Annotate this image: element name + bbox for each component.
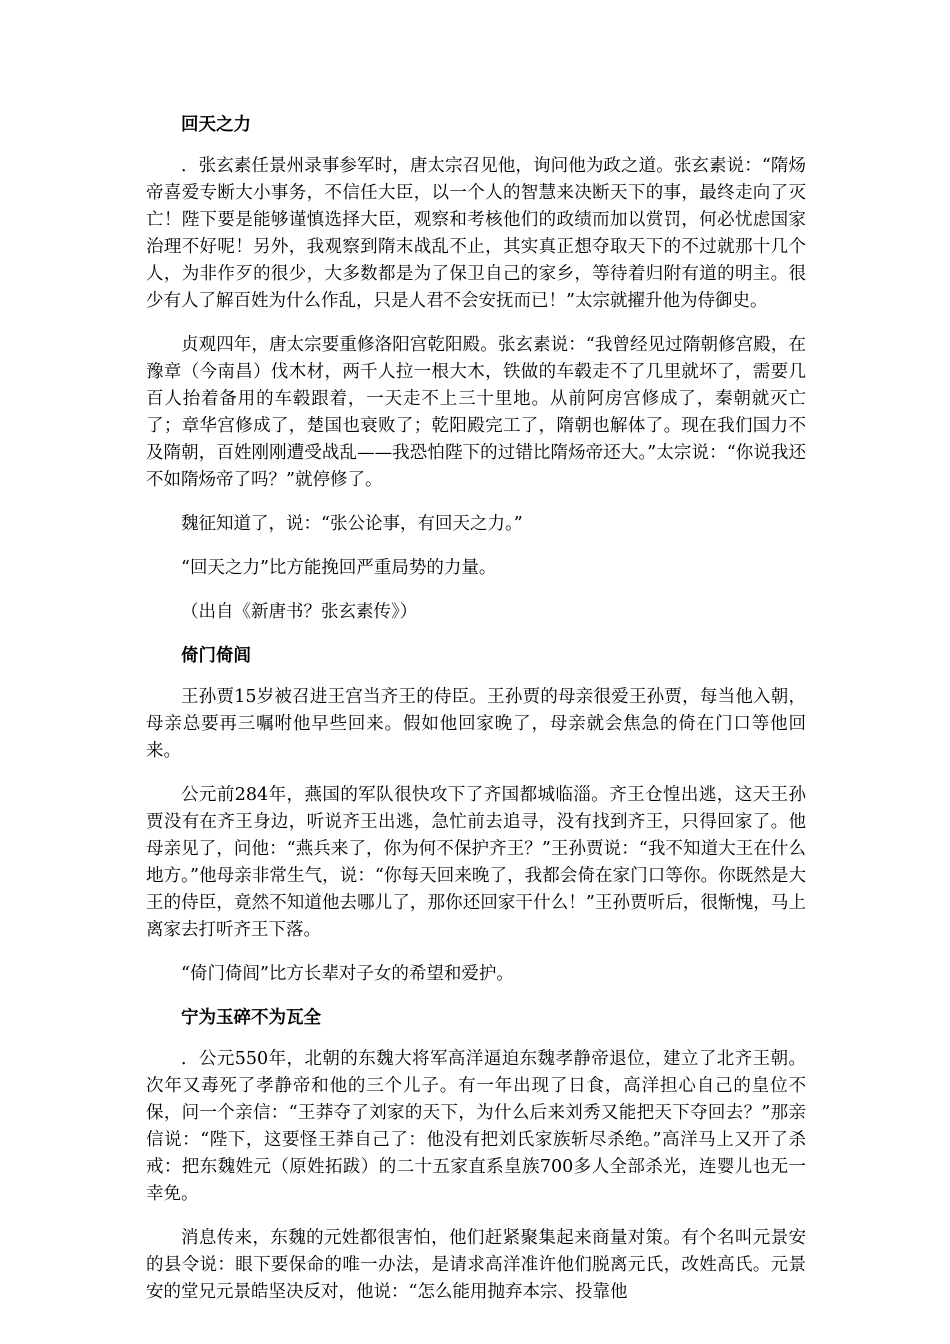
section-yi-men-yi-lv — [146, 643, 806, 988]
paragraph: “回天之力”比方能挽回严重局势的力量。 — [181, 558, 497, 578]
section-hui-tian-zhi-li — [146, 112, 806, 626]
source-citation: （出自《新唐书？张玄素传》） — [181, 602, 418, 622]
section-title: 宁为玉碎不为瓦全 — [181, 1008, 321, 1028]
section-title: 倚门倚闾 — [181, 646, 251, 666]
paragraph: “倚门倚闾”比方长辈对子女的希望和爱护。 — [181, 964, 514, 984]
paragraph: 魏征知道了，说：“张公论事，有回天之力。” — [181, 514, 523, 534]
section-title: 回天之力 — [181, 115, 251, 135]
paragraph: 公元前284年，燕国的军队很快攻下了齐国都城临淄。齐王仓惶出逃，这天王孙贾没有在齐王身边，听说齐王出逃，急忙前去追寻，没有找到齐王，只得回家了。他母亲见了，问他：“燕兵来了，你为何不保护齐王？”王孙贾说：“我不知道大王在什么地方。”他母亲非常生气，说：“你每天回来晚了，我都会倚在家门口等你。你既然是大王的侍臣，竟然不知道他去哪儿了，那你还回家干什么！”王孙贾听后，很惭愧，马上离家去打听齐王下落。 — [146, 785, 806, 940]
paragraph: ．公元550年，北朝的东魏大将军高洋逼迫东魏孝静帝退位，建立了北齐王朝。次年又毒死了孝静帝和他的三个儿子。有一年出现了日食，高洋担心自己的皇位不保，问一个亲信：“王莽夺了刘家的天下，为什么后来刘秀又能把天下夺回去？”那亲信说：“陛下，这要怪王莽自己了：他没有把刘氏家族斩尽杀绝。”高洋马上又开了杀戒：把东魏姓元（原姓拓跋）的二十五家直系皇族700多人全部杀光，连婴儿也无一幸免。 — [146, 1049, 806, 1204]
paragraph: 消息传来，东魏的元姓都很害怕，他们赶紧聚集起来商量对策。有个名叫元景安的县令说：眼下要保命的唯一办法，是请求高洋准许他们脱离元氏，改姓高氏。元景安的堂兄元景皓坚决反对，他说：“怎么能用抛弃本宗、投靠他 — [146, 1228, 806, 1302]
paragraph: 王孙贾15岁被召进王宫当齐王的侍臣。王孙贾的母亲很爱王孙贾，每当他入朝，母亲总要再三嘱咐他早些回来。假如他回家晚了，母亲就会焦急的倚在门口等他回来。 — [146, 687, 806, 761]
paragraph: ．张玄素任景州录事参军时，唐太宗召见他，询问他为政之道。张玄素说：“隋炀帝喜爱专断大小事务，不信任大臣，以一个人的智慧来决断天下的事，最终走向了灭亡！陛下要是能够谨慎选择大臣，观察和考核他们的政绩而加以赏罚，何必忧虑国家治理不好呢！另外，我观察到隋末战乱不止，其实真正想夺取天下的不过就那十几个人，为非作歹的很少，大多数都是为了保卫自己的家乡，等待着归附有道的明主。很少有人了解百姓为什么作乱，只是人君不会安抚而已！”太宗就擢升他为侍御史。 — [146, 156, 806, 311]
section-ning-wei-yu-sui — [146, 1005, 806, 1306]
paragraph: 贞观四年，唐太宗要重修洛阳宫乾阳殿。张玄素说：“我曾经见过隋朝修宫殿，在豫章（今南昌）伐木材，两千人拉一根大木，铁做的车毂走不了几里就坏了，需要几百人抬着备用的车毂跟着，一天走不上三十里地。从前阿房宫修成了，秦朝就灭亡了；章华宫修成了，楚国也衰败了；乾阳殿完工了，隋朝也解体了。现在我们国力不及隋朝，百姓刚刚遭受战乱——我恐怕陛下的过错比隋炀帝还大。”太宗说：“你说我还不如隋炀帝了吗？”就停修了。 — [146, 335, 806, 490]
document-page — [146, 104, 806, 1323]
